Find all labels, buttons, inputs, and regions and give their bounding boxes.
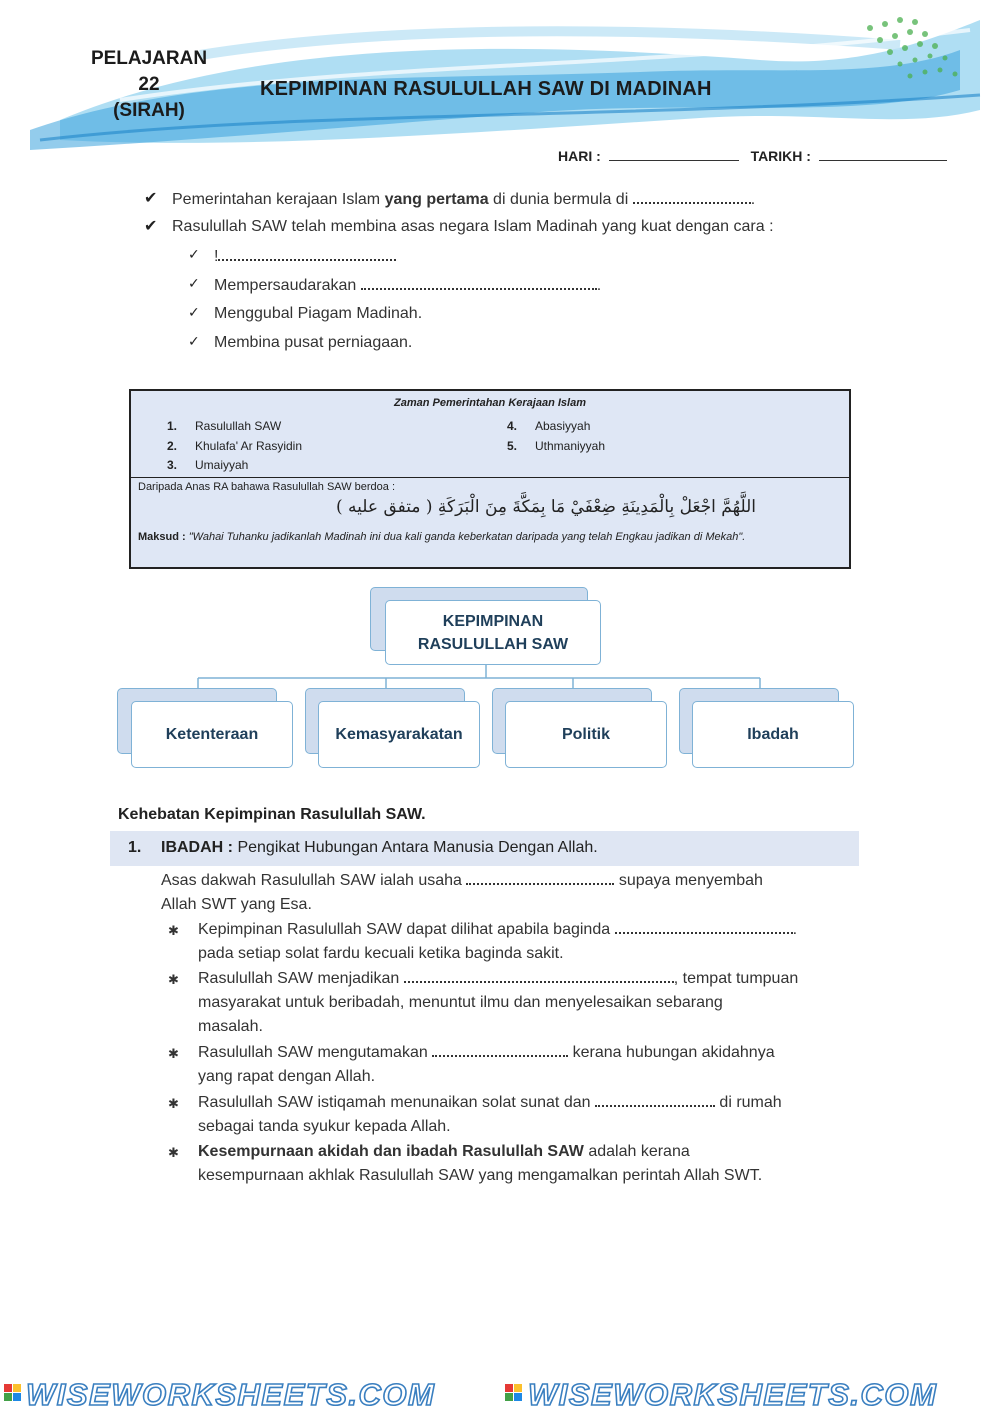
- lesson-subject: (SIRAH): [113, 100, 185, 121]
- tarikh-label: TARIKH :: [750, 148, 811, 164]
- check-icon: ✔: [144, 218, 158, 235]
- para-text-post: supaya menyembah: [618, 872, 763, 889]
- child-node-label: Ketenteraan: [165, 725, 259, 743]
- ibadah-title: [128, 839, 598, 857]
- footer-watermark: [0, 1372, 1000, 1413]
- method-item-1-text: !: [214, 248, 219, 265]
- bullet-line2: pada setiap solat fardu kecuali ketika baginda sakit.: [198, 945, 564, 962]
- method-item-3: Menggubal Piagam Madinah.: [214, 305, 423, 322]
- bullet-text: Rasulullah SAW mengutamakan: [198, 1044, 428, 1061]
- bullet-item-5: [198, 1140, 858, 1188]
- era-name: Khulafa' Ar Rasyidin: [195, 439, 303, 453]
- bullet-line2: masyarakat untuk beribadah, menuntut ilmu dan menyelesaikan sebarang: [198, 994, 723, 1011]
- maksud-label: Maksud :: [138, 531, 186, 543]
- check-icon: ✓: [188, 304, 200, 320]
- info-box-title: Zaman Pemerintahan Kerajaan Islam: [394, 397, 586, 409]
- check-icon: ✔: [144, 190, 158, 207]
- root-node-line2: RASULULLAH SAW: [417, 635, 569, 653]
- child-node-label: Politik: [561, 725, 610, 743]
- bullet-text: Rasulullah SAW menjadikan: [198, 970, 400, 987]
- ibadah-label: IBADAH :: [161, 839, 233, 856]
- check-icon: ✓: [188, 333, 200, 349]
- root-node: [385, 600, 601, 665]
- era-name: Rasulullah SAW: [195, 419, 282, 433]
- answer-blank[interactable]: [432, 1041, 568, 1057]
- ibadah-subtitle: Pengikat Hubungan Antara Manusia Dengan Allah.: [233, 839, 598, 856]
- bullet-line3: masalah.: [198, 1018, 263, 1035]
- era-name: Umaiyyah: [195, 458, 249, 472]
- child-node-label: Ibadah: [747, 725, 799, 743]
- bullet-end: .: [792, 921, 798, 938]
- era-number: 3.: [167, 458, 178, 472]
- bullet-bold: Kesempurnaan akidah dan ibadah Rasulullah SAW: [198, 1143, 584, 1160]
- bullet-post: di rumah: [719, 1094, 782, 1111]
- bullet-line2: sebagai tanda syukur kepada Allah.: [198, 1118, 451, 1135]
- child-node-politik: [505, 701, 667, 768]
- method-item-2-text: Mempersaudarakan: [214, 277, 357, 294]
- bullet-icon: ✱: [168, 972, 179, 987]
- era-number: 2.: [167, 439, 178, 453]
- answer-blank[interactable]: [466, 869, 614, 885]
- check-icon: ✓: [188, 275, 200, 291]
- page-title: KEPIMPINAN RASULULLAH SAW DI MADINAH: [260, 78, 712, 100]
- bullet-icon: ✱: [168, 923, 179, 938]
- bullet-item-3: [198, 1041, 858, 1089]
- intro-item-1-post: di dunia bermula di: [488, 191, 629, 208]
- para-text: Asas dakwah Rasulullah SAW ialah usaha: [161, 872, 462, 889]
- arabic-prayer: اللَّهُمَّ اجْعَلْ بِالْمَدِينَةِ ضِعْفَيْ مَا بِمَكَّةَ مِنَ الْبَرَكَةِ ( متفق عليه ): [336, 497, 756, 517]
- lesson-number: 22: [138, 74, 160, 95]
- intro-item-1-text: Pemerintahan kerajaan Islam: [172, 191, 385, 208]
- maksud-meaning: "Wahai Tuhanku jadikanlah Madinah ini dua kali ganda keberkatan daripada yang telah Engkau jadikan di Mekah".: [185, 531, 746, 543]
- intro-item-1-end: .: [750, 191, 756, 208]
- hadith-intro: Daripada Anas RA bahawa Rasulullah SAW berdoa :: [138, 481, 396, 493]
- era-number: 4.: [507, 419, 518, 433]
- era-name: Uthmaniyyah: [535, 439, 606, 453]
- bullet-post: kerana hubungan akidahnya: [572, 1044, 775, 1061]
- child-node-label: Kemasyarakatan: [335, 725, 463, 743]
- brand-text-right: WISEWORKSHEETS.COM: [528, 1377, 938, 1412]
- bullet-item-1: [198, 918, 858, 966]
- bullet-item-2: [198, 967, 858, 1039]
- ibadah-paragraph: [161, 869, 763, 917]
- ibadah-number: 1.: [128, 839, 142, 856]
- bullet-post: adalah kerana: [583, 1143, 690, 1160]
- bullet-text: Rasulullah SAW istiqamah menunaikan solat sunat dan: [198, 1094, 591, 1111]
- bullet-line2: yang rapat dengan Allah.: [198, 1068, 376, 1085]
- intro-item-1-bold: yang pertama: [384, 191, 489, 208]
- bullet-icon: ✱: [168, 1096, 179, 1111]
- era-number: 1.: [167, 419, 178, 433]
- era-number: 5.: [507, 439, 518, 453]
- era-name: Abasiyyah: [535, 419, 591, 433]
- bullet-item-4: [198, 1091, 858, 1139]
- child-node-ibadah: [692, 701, 854, 768]
- method-item-2-end: .: [596, 277, 602, 294]
- intro-item-2: Rasulullah SAW telah membina asas negara Islam Madinah yang kuat dengan cara :: [172, 218, 774, 235]
- child-node-ketenteraan: [131, 701, 293, 768]
- answer-blank[interactable]: [595, 1091, 715, 1107]
- answer-blank[interactable]: [615, 918, 793, 934]
- bullet-text: Kepimpinan Rasulullah SAW dapat dilihat apabila baginda: [198, 921, 611, 938]
- para-line2: Allah SWT yang Esa.: [161, 896, 312, 913]
- bullet-icon: ✱: [168, 1046, 179, 1061]
- check-icon: ✓: [188, 246, 200, 262]
- child-node-kemasyarakatan: [318, 701, 480, 768]
- bullet-line2: kesempurnaan akhlak Rasulullah SAW yang mengamalkan perintah Allah SWT.: [198, 1167, 763, 1184]
- lesson-word: PELAJARAN: [90, 48, 208, 69]
- bullet-post: , tempat tumpuan: [673, 970, 799, 987]
- section-heading: Kehebatan Kepimpinan Rasulullah SAW.: [118, 806, 426, 823]
- bullet-icon: ✱: [168, 1145, 179, 1160]
- method-item-4: Membina pusat perniagaan.: [214, 334, 413, 351]
- root-node-line1: KEPIMPINAN: [442, 612, 544, 630]
- hari-label: HARI :: [558, 148, 601, 164]
- answer-blank[interactable]: [404, 967, 674, 983]
- brand-text-left: WISEWORKSHEETS.COM: [26, 1377, 436, 1412]
